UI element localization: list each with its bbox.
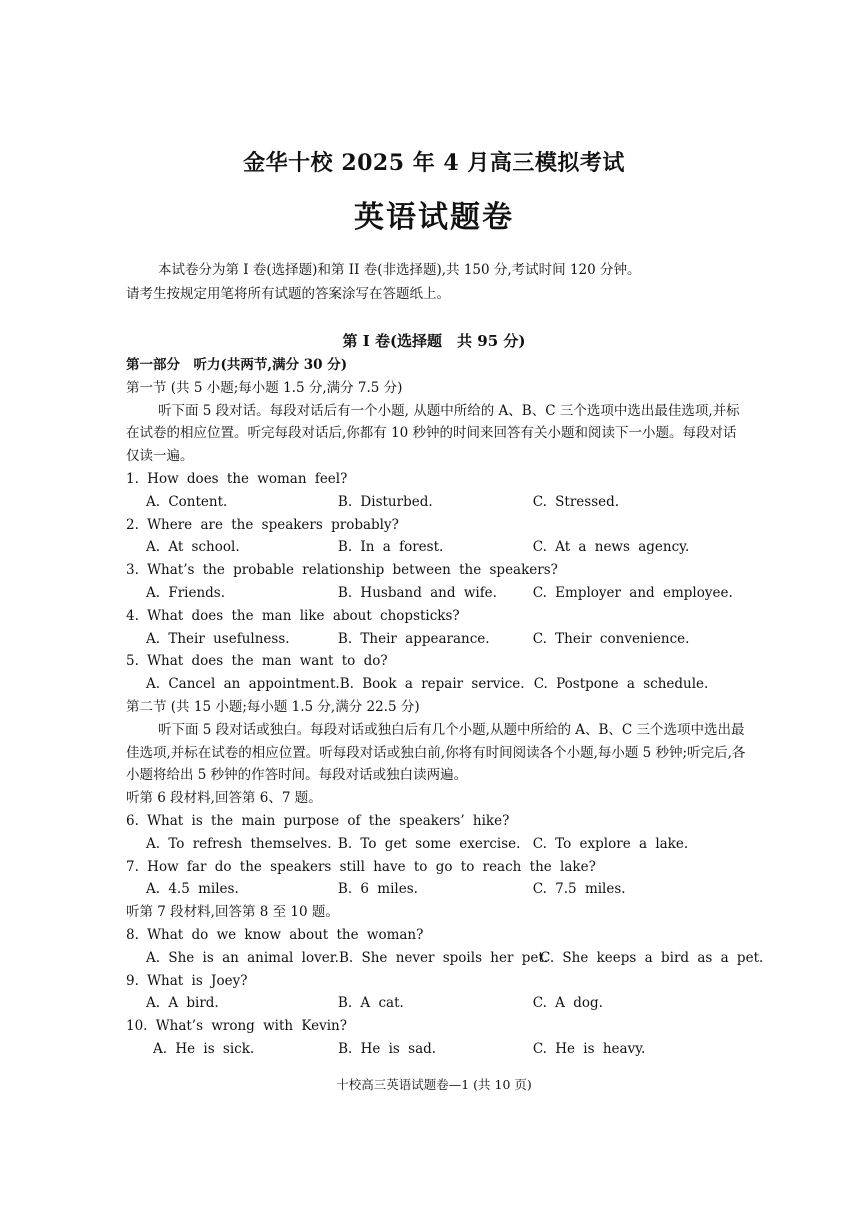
- page-footer: 十校高三英语试题卷—1 (共 10 页): [336, 1077, 532, 1092]
- option-b: B. He is sad.: [338, 1040, 437, 1057]
- option-c: C. A dog.: [532, 995, 603, 1012]
- option-c: C. Stressed.: [532, 493, 620, 510]
- material-6-instruction: 听第 6 段材料,回答第 6、7 题。: [126, 790, 322, 807]
- exam-subtitle: 英语试题卷: [354, 200, 514, 235]
- option-c: C. Postpone a schedule.: [533, 676, 709, 693]
- question-2: 2. Where are the speakers probably?: [126, 516, 399, 533]
- option-a: A. Cancel an appointment.: [146, 676, 340, 693]
- option-b: B. A cat.: [337, 995, 404, 1012]
- listening-section: [126, 354, 764, 1061]
- option-a: A. Content.: [146, 493, 228, 510]
- option-c: C. Employer and employee.: [532, 584, 733, 601]
- options-7: [126, 878, 746, 901]
- options-10: [126, 1038, 746, 1061]
- option-b: B. To get some exercise.: [337, 835, 521, 852]
- question-5: 5. What does the man want to do?: [126, 653, 388, 670]
- intro-line-2: 请考生按规定用笔将所有试题的答案涂写在答题纸上。: [126, 286, 450, 302]
- material-7-instruction: 听第 7 段材料,回答第 8 至 10 题。: [126, 904, 339, 921]
- option-a: A. At school.: [146, 539, 240, 556]
- options-4: [126, 628, 746, 651]
- volume-heading: 第 I 卷(选择题 共 95 分): [342, 332, 526, 350]
- option-c: C. At a news agency.: [532, 539, 690, 556]
- option-a: A. She is an animal lover.: [146, 949, 339, 966]
- option-a: A. A bird.: [146, 995, 219, 1012]
- option-b: B. Book a repair service.: [339, 676, 525, 693]
- question-3: 3. What’s the probable relationship between the speakers?: [126, 562, 558, 579]
- options-8: [126, 947, 764, 970]
- option-b: B. She never spoils her pet.: [338, 949, 549, 966]
- option-b: B. Disturbed.: [337, 493, 433, 510]
- option-a: A. Friends.: [146, 584, 226, 601]
- option-c: C. 7.5 miles.: [532, 881, 626, 898]
- section1-heading: 第一节 (共 5 小题;每小题 1.5 分,满分 7.5 分): [126, 379, 403, 396]
- option-a: A. He is sick.: [153, 1040, 255, 1057]
- option-b: B. Their appearance.: [337, 630, 490, 647]
- option-c: C. He is heavy.: [532, 1040, 646, 1057]
- question-8: 8. What do we know about the woman?: [126, 926, 424, 943]
- section2-directions: 听下面 5 段对话或独白。每段对话或独白后有几个小题,从题中所给的 A、B、C 三个选项中选出最佳选项,并标在试卷的相应位置。听每段对话或独白前,你将有时间阅读各个小题,每小题 5 秒钟;听完后,各小题将给出 5 秒钟的作答时间。每段对话或独白读两遍。: [126, 721, 746, 784]
- question-10: 10. What’s wrong with Kevin?: [126, 1018, 347, 1035]
- options-6: [126, 833, 746, 856]
- question-1: 1. How does the woman feel?: [126, 470, 348, 487]
- option-b: B. In a forest.: [337, 539, 444, 556]
- option-a: A. 4.5 miles.: [146, 881, 239, 898]
- option-b: B. 6 miles.: [337, 881, 418, 898]
- section1-directions: 听下面 5 段对话。每段对话后有一个小题, 从题中所给的 A、B、C 三个选项中选出最佳选项,并标在试卷的相应位置。听完每段对话后,你都有 10 秒钟的时间来回答有关小题和阅读下一小题。每段对话仅读一遍。: [126, 402, 740, 465]
- options-9: [126, 992, 746, 1015]
- options-1: [126, 491, 746, 514]
- option-c: C. Their convenience.: [532, 630, 690, 647]
- question-7: 7. How far do the speakers still have to go to reach the lake?: [126, 858, 596, 875]
- options-3: [126, 582, 746, 605]
- question-6: 6. What is the main purpose of the speakers’ hike?: [126, 812, 510, 829]
- part1-heading: 第一部分 听力(共两节,满分 30 分): [126, 357, 348, 373]
- option-b: B. Husband and wife.: [337, 584, 497, 601]
- option-a: A. To refresh themselves.: [146, 835, 332, 852]
- question-4: 4. What does the man like about chopsticks?: [126, 607, 460, 624]
- section2-heading: 第二节 (共 15 小题;每小题 1.5 分,满分 22.5 分): [126, 698, 420, 715]
- intro-block: [126, 258, 766, 306]
- question-9: 9. What is Joey?: [126, 972, 248, 989]
- options-5: [126, 673, 746, 696]
- exam-title: 金华十校 2025 年 4 月高三模拟考试: [243, 150, 625, 176]
- intro-line-1: 本试卷分为第 I 卷(选择题)和第 II 卷(非选择题),共 150 分,考试时间 120 分钟。: [158, 262, 641, 278]
- option-c: C. She keeps a bird as a pet.: [539, 949, 764, 966]
- option-a: A. Their usefulness.: [146, 630, 290, 647]
- options-2: [126, 536, 746, 559]
- option-c: C. To explore a lake.: [532, 835, 689, 852]
